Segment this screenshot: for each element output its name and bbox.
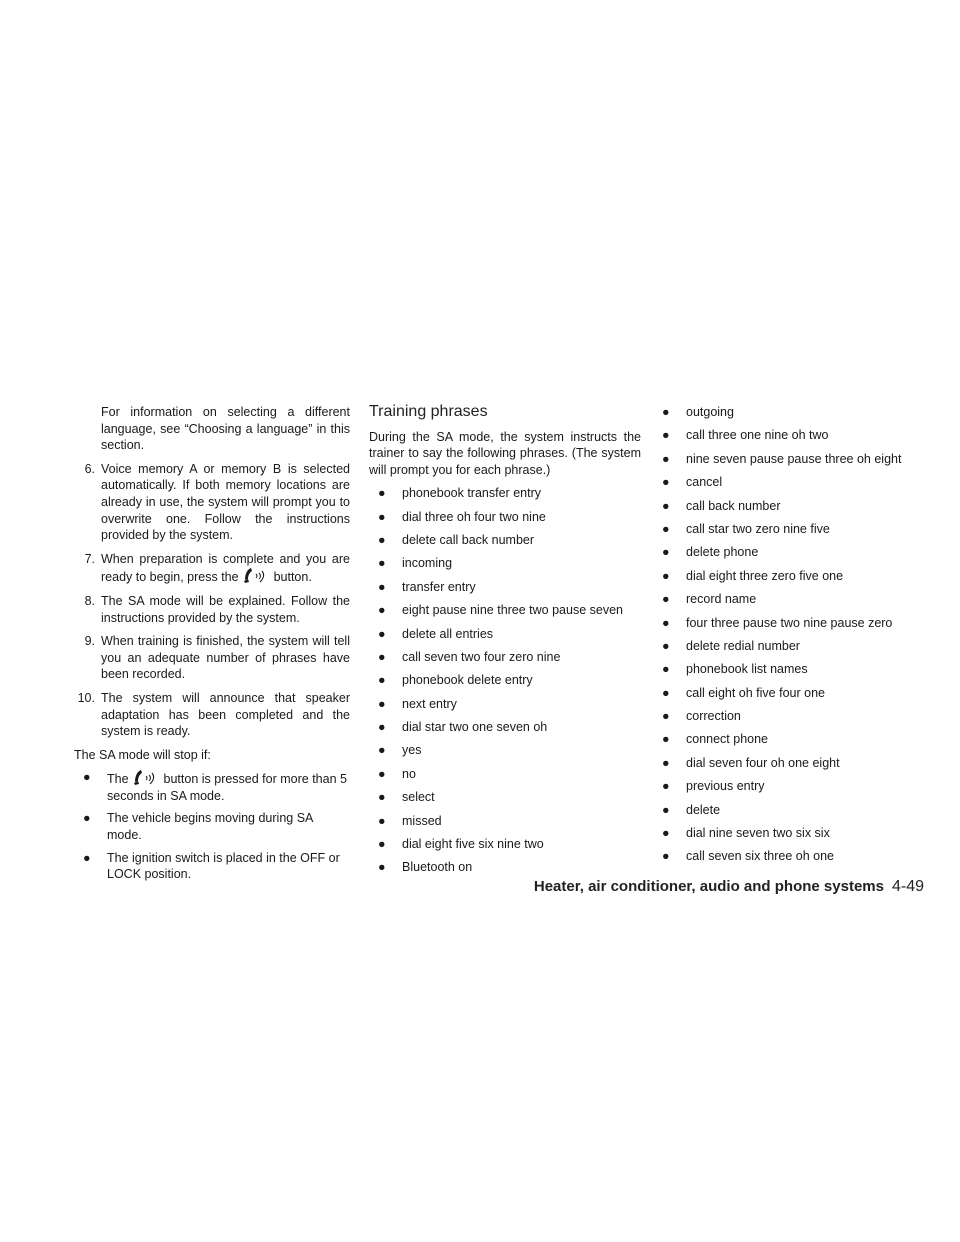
phrase-text: phonebook list names [686,662,808,677]
list-item [662,451,922,468]
bullet-icon: ● [378,837,386,852]
bullet-icon: ● [662,826,670,841]
step-7 [74,551,350,586]
bullet-icon: ● [378,813,386,828]
bullet-icon: ● [378,486,386,501]
list-item [369,766,641,783]
list-item [662,731,922,748]
step-text [101,551,350,586]
section-heading: Training phrases [369,403,488,420]
list-item [369,626,641,643]
bullet-icon: ● [378,649,386,664]
step-number: 6. [84,461,95,476]
training-intro: During the SA mode, the system instructs the trainer to say the following phrases. (The system will prompt you for each phrase.) [369,429,641,477]
list-item [369,859,641,876]
list-item [662,521,922,538]
stop-intro: The SA mode will stop if: [74,747,211,762]
phrase-text: outgoing [686,405,734,419]
page-number: 4-49 [891,878,924,895]
list-item [662,708,922,725]
phrase-text: dial nine seven two six six [686,826,830,841]
bullet-icon: ● [378,766,386,781]
list-item [369,672,641,689]
phrase-text: delete all entries [402,626,494,641]
phrase-text: phonebook delete entry [402,673,533,688]
list-item [662,848,922,865]
bullet-icon: ● [662,521,670,536]
bullet-icon: ● [378,696,386,711]
bullet-icon: ● [662,615,670,630]
phrase-text: select [402,790,435,805]
bullet-icon: ● [662,545,670,560]
list-item [662,615,922,632]
list-item [369,696,641,713]
bullet-icon: ● [662,638,670,653]
bullet-icon: ● [662,849,670,864]
list-item [662,778,922,795]
bullet-icon: ● [378,720,386,735]
bullet-icon: ● [378,790,386,805]
bullet-icon: ● [378,626,386,641]
step-text: The system will announce that speaker adaptation has been completed and the system is ready. [101,690,350,739]
list-item [369,649,641,666]
phrase-text: delete phone [686,545,759,560]
phrase-text: dial eight five six nine two [402,837,544,852]
phrase-text: correction [686,709,741,724]
phrase-text: next entry [402,696,457,711]
step-text-before: When preparation is complete and you are ready to begin, press the [101,551,350,585]
bullet-icon: ● [662,662,670,677]
bullet-icon: ● [662,405,670,419]
bullet-text-after: button is pressed for more than 5 seconds in SA mode. [107,772,347,803]
list-item [662,755,922,772]
step-text-after: button. [273,570,312,585]
bullet-icon: ● [662,498,670,513]
list-item [662,568,922,585]
phrase-text: dial star two one seven oh [402,720,548,735]
step-9 [74,633,350,683]
phrase-text: cancel [686,475,723,490]
language-note: For information on selecting a different language, see “Choosing a language” in this section. [101,405,350,453]
column-left [74,404,350,883]
phrase-text: call eight oh five four one [686,685,825,700]
bullet-icon: ● [662,779,670,794]
list-item [369,579,641,596]
list-item [662,661,922,678]
list-item [369,813,641,830]
phrase-text: eight pause nine three two pause seven [402,603,623,618]
list-item [662,404,922,421]
bullet-icon: ● [83,811,91,826]
phrase-text: call back number [686,498,781,513]
list-item [662,498,922,515]
list-item [369,836,641,853]
bullet-icon: ● [83,770,91,785]
phrase-text: transfer entry [402,579,476,594]
list-item [74,850,350,883]
phrase-text: nine seven pause pause three oh eight [686,451,902,466]
list-item [74,769,350,804]
phone-voice-button-icon [132,769,160,785]
step-text: Voice memory A or memory B is selected automatically. If both memory locations are already in use, the system will prompt you to overwrite one. Follow the instructions provided by the system. [101,461,350,543]
bullet-icon: ● [378,532,386,547]
phrase-text: yes [402,743,422,758]
list-item [369,602,641,619]
stop-conditions-list [74,769,350,883]
step-text: When training is finished, the system will tell you an adequate number of phrases have been recorded. [101,634,350,682]
column-middle [369,404,641,876]
bullet-icon: ● [378,556,386,571]
list-item [369,789,641,806]
list-item [369,532,641,549]
list-item [369,485,641,502]
bullet-icon: ● [662,428,670,443]
page-footer [534,878,924,896]
bullet-icon: ● [378,673,386,688]
list-item [662,638,922,655]
phrase-text: record name [686,592,757,607]
phrase-text: no [402,766,416,781]
phrase-text: incoming [402,556,453,571]
bullet-icon: ● [662,802,670,817]
list-item [369,509,641,526]
bullet-text-before: The [107,772,129,787]
phrase-text: call three one nine oh two [686,428,829,443]
list-item [662,591,922,608]
list-item [369,555,641,572]
phrase-text: delete redial number [686,638,800,653]
phrase-text: dial eight three zero five one [686,568,844,583]
list-item [662,685,922,702]
list-item [369,742,641,759]
list-item [662,825,922,842]
bullet-icon: ● [83,850,91,865]
bullet-icon: ● [662,755,670,770]
bullet-icon: ● [662,451,670,466]
list-item [662,802,922,819]
phrase-text: connect phone [686,732,769,747]
step-number: 10. [77,690,95,705]
step-10 [74,690,350,740]
step-text: The SA mode will be explained. Follow the instructions provided by the system. [101,593,350,625]
bullet-icon: ● [662,475,670,490]
list-item [74,810,350,843]
phrase-text: dial three oh four two nine [402,509,546,524]
bullet-icon: ● [378,860,386,875]
phrase-text: call star two zero nine five [686,521,830,536]
phrase-text: delete [686,802,721,817]
step-number: 8. [84,593,95,608]
list-item [662,544,922,561]
step-number: 9. [84,634,95,649]
bullet-text: The ignition switch is placed in the OFF or LOCK position. [107,850,340,882]
section-title: Heater, air conditioner, audio and phone systems [533,878,884,895]
column-right [662,404,922,865]
step-8 [74,593,350,626]
bullet-text: The vehicle begins moving during SA mode. [107,811,313,843]
bullet-icon: ● [662,568,670,583]
phrase-text: phonebook transfer entry [402,486,541,501]
bullet-icon: ● [662,709,670,724]
phrase-text: four three pause two nine pause zero [686,615,893,630]
training-phrases-list [369,485,641,876]
bullet-icon: ● [662,592,670,607]
bullet-icon: ● [662,685,670,700]
step-number: 7. [84,551,95,566]
step-6 [74,461,350,544]
phrase-text: call seven six three oh one [686,849,835,864]
bullet-icon: ● [378,743,386,758]
phrase-text: previous entry [686,779,765,794]
phrase-text: Bluetooth on [402,860,473,875]
bullet-icon: ● [378,509,386,524]
bullet-icon: ● [378,603,386,618]
phrase-text: call seven two four zero nine [402,649,561,664]
phrase-text: dial seven four oh one eight [686,755,840,770]
training-phrases-list-continued [662,404,922,865]
bullet-icon: ● [662,732,670,747]
phrase-text: delete call back number [402,532,535,547]
phone-voice-button-icon [242,567,270,583]
bullet-icon: ● [378,579,386,594]
list-item [662,474,922,491]
list-item [369,719,641,736]
phrase-text: missed [402,813,442,828]
list-item [662,427,922,444]
